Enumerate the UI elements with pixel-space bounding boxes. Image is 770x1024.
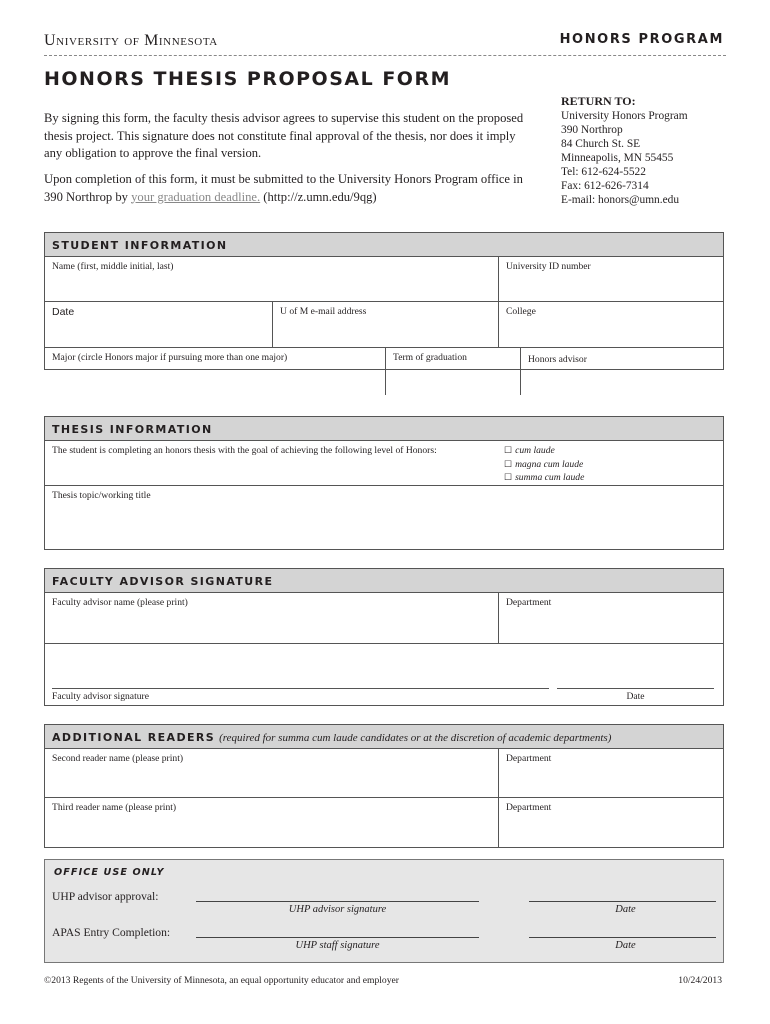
return-address (561, 94, 688, 207)
honors-goal-label: The student is completing an honors thesis with the goal of achieving the following level of Honors: (52, 445, 437, 456)
graduation-deadline-link[interactable]: your graduation deadline. (131, 189, 261, 204)
honors-level-options (497, 441, 723, 485)
checkbox-icon[interactable]: ☐ (504, 472, 513, 482)
student-row-2 (45, 302, 723, 348)
faculty-advisor-name-field[interactable]: Faculty advisor name (please print) (52, 597, 188, 608)
uhp-advisor-approval-label: UHP advisor approval: (52, 890, 159, 903)
checkbox-icon[interactable]: ☐ (504, 445, 513, 455)
uhp-advisor-signature-caption: UHP advisor signature (288, 904, 387, 915)
second-reader-name-field[interactable]: Second reader name (please print) (52, 753, 184, 764)
header-divider (44, 55, 726, 56)
apas-date-line[interactable] (529, 937, 716, 938)
university-name: University of Minnesota (44, 32, 218, 49)
faculty-department-field[interactable]: Department (498, 593, 723, 643)
copyright-notice: ©2013 Regents of the University of Minnesota, an equal opportunity educator and employer (44, 975, 399, 986)
magna-cum-laude-option[interactable]: ☐ magna cum laude (504, 458, 584, 470)
major-field[interactable]: Major (circle Honors major if pursuing more than one major) (52, 352, 288, 363)
cum-laude-option[interactable]: ☐ cum laude (504, 445, 555, 456)
second-reader-department-field[interactable]: Department (498, 749, 723, 797)
student-information-section (44, 232, 724, 370)
uhp-advisor-signature-line[interactable] (196, 901, 479, 902)
uhp-staff-signature-caption: UHP staff signature (295, 940, 380, 951)
faculty-signature-row (45, 644, 723, 705)
third-reader-department-field[interactable]: Department (498, 798, 723, 847)
student-row-1 (45, 257, 723, 302)
return-line: Minneapolis, MN 55455 (561, 152, 674, 164)
return-heading: RETURN TO: (561, 94, 636, 108)
faculty-advisor-heading: FACULTY ADVISOR SIGNATURE (45, 569, 723, 593)
student-row-3 (45, 348, 723, 395)
faculty-signature-line[interactable] (52, 688, 549, 689)
thesis-topic-field[interactable]: Thesis topic/working title (52, 490, 151, 501)
uhp-advisor-date-line[interactable] (529, 901, 716, 902)
return-line: 84 Church St. SE (561, 138, 641, 150)
faculty-advisor-section (44, 568, 724, 706)
additional-readers-section (44, 724, 724, 848)
apas-date-caption: Date (615, 940, 636, 951)
university-id-field[interactable]: University ID number (498, 257, 723, 301)
uhp-staff-signature-line[interactable] (196, 937, 479, 938)
third-reader-name-field[interactable]: Third reader name (please print) (52, 802, 177, 813)
intro-paragraph-1: By signing this form, the faculty thesis advisor agrees to supervise this student on the proposed thesis project. This signature does not constitute final approval of the thesis, nor does it imply any obligation to approve the final version. (44, 111, 524, 160)
thesis-information-section (44, 416, 724, 550)
term-of-graduation-field[interactable]: Term of graduation (385, 348, 520, 395)
checkbox-icon[interactable]: ☐ (504, 458, 513, 469)
intro-paragraph-2: Upon completion of this form, it must be submitted to the University Honors Program office in 390 Northrop by your graduation deadline. (http://z.umn.edu/9qg) (44, 172, 523, 204)
date-field[interactable]: Date (52, 306, 75, 318)
return-line: Tel: 612-624-5522 (561, 166, 646, 178)
form-title: HONORS THESIS PROPOSAL FORM (44, 68, 451, 90)
college-field[interactable]: College (498, 302, 723, 347)
return-line: 390 Northrop (561, 124, 623, 136)
return-line: Fax: 612-626-7314 (561, 180, 649, 192)
readers-row-2 (45, 798, 723, 847)
student-information-heading: STUDENT INFORMATION (45, 233, 723, 257)
thesis-row-2 (45, 486, 723, 549)
uhp-advisor-date-caption: Date (615, 904, 636, 915)
faculty-signature-label: Faculty advisor signature (52, 691, 149, 702)
honors-advisor-field[interactable]: Honors advisor (520, 348, 723, 395)
faculty-row-1 (45, 593, 723, 644)
thesis-row-1 (45, 441, 723, 486)
office-use-heading: OFFICE USE ONLY (54, 867, 165, 878)
umn-email-field[interactable]: U of M e-mail address (272, 302, 498, 347)
summa-cum-laude-option[interactable]: ☐ summa cum laude (504, 472, 585, 483)
additional-readers-note: (required for summa cum laude candidates or at the discretion of academic departments) (219, 732, 612, 744)
faculty-date-label: Date (626, 691, 645, 702)
additional-readers-heading: ADDITIONAL READERS (required for summa cum laude candidates or at the discretion of academic departments) (45, 725, 723, 749)
readers-row-1 (45, 749, 723, 798)
revision-date: 10/24/2013 (678, 975, 722, 986)
program-name: HONORS PROGRAM (559, 32, 724, 47)
faculty-date-line[interactable] (557, 688, 714, 689)
student-name-field[interactable]: Name (first, middle initial, last) (52, 261, 174, 272)
thesis-information-heading: THESIS INFORMATION (45, 417, 723, 441)
apas-entry-label: APAS Entry Completion: (52, 926, 171, 939)
return-line: University Honors Program (561, 110, 688, 122)
return-line: E-mail: honors@umn.edu (561, 194, 680, 206)
